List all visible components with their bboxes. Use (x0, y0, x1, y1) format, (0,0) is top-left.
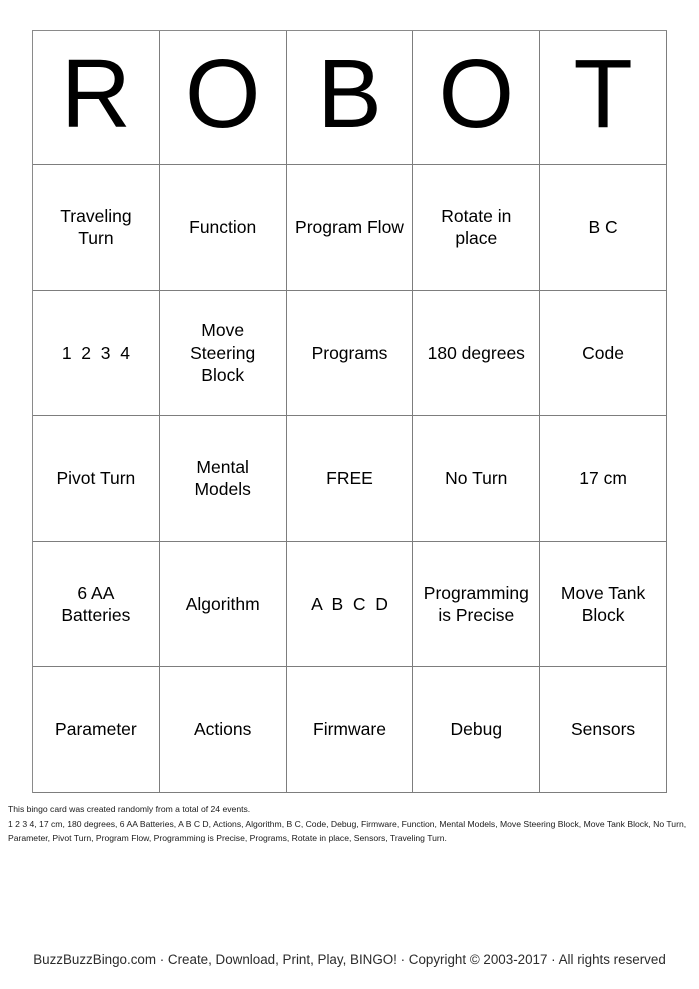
bingo-header-letter-2: O (160, 31, 287, 165)
bingo-cell-r1c3[interactable]: Program Flow (287, 165, 414, 291)
bingo-row-4 (33, 542, 667, 668)
bingo-cell-r2c5[interactable]: Code (540, 291, 667, 417)
bingo-cell-r5c1[interactable]: Parameter (33, 667, 160, 793)
bingo-row-5 (33, 667, 667, 793)
bingo-cell-r2c2[interactable]: Move Steering Block (160, 291, 287, 417)
page-footer (0, 952, 699, 967)
card-note (8, 803, 692, 846)
bingo-cell-r4c5[interactable]: Move Tank Block (540, 542, 667, 668)
bingo-cell-r1c2[interactable]: Function (160, 165, 287, 291)
bingo-cell-r1c5[interactable]: B C (540, 165, 667, 291)
bingo-cell-r4c1[interactable]: 6 AA Batteries (33, 542, 160, 668)
bingo-cell-r3c4[interactable]: No Turn (413, 416, 540, 542)
bingo-cell-r3c1[interactable]: Pivot Turn (33, 416, 160, 542)
bingo-header-letter-1: R (33, 31, 160, 165)
bingo-cell-r3c2[interactable]: Mental Models (160, 416, 287, 542)
bingo-card (32, 30, 667, 793)
bingo-cell-r4c4[interactable]: Programming is Precise (413, 542, 540, 668)
bingo-cell-r1c1[interactable]: Traveling Turn (33, 165, 160, 291)
bingo-cell-r4c2[interactable]: Algorithm (160, 542, 287, 668)
bingo-cell-r5c4[interactable]: Debug (413, 667, 540, 793)
bingo-cell-r5c5[interactable]: Sensors (540, 667, 667, 793)
bingo-row-1 (33, 165, 667, 291)
bingo-cell-r2c1[interactable]: 1 2 3 4 (33, 291, 160, 417)
bingo-row-2 (33, 291, 667, 417)
bingo-cell-r5c3[interactable]: Firmware (287, 667, 414, 793)
bingo-header-letter-5: T (540, 31, 667, 165)
bingo-header-letter-4: O (413, 31, 540, 165)
bingo-row-3 (33, 416, 667, 542)
bingo-cell-r4c3[interactable]: A B C D (287, 542, 414, 668)
bingo-header-row (33, 31, 667, 165)
bingo-cell-r3c5[interactable]: 17 cm (540, 416, 667, 542)
bingo-cell-r2c4[interactable]: 180 degrees (413, 291, 540, 417)
card-note-summary: This bingo card was created randomly from a total of 24 events. (8, 804, 251, 814)
bingo-cell-r2c3[interactable]: Programs (287, 291, 414, 417)
page-footer-text: BuzzBuzzBingo.com · Create, Download, Print, Play, BINGO! · Copyright © 2003-2017 · All rights reserved (33, 952, 666, 967)
card-note-event-list: 1 2 3 4, 17 cm, 180 degrees, 6 AA Batteries, A B C D, Actions, Algorithm, B C, Code, Debug, Firmware, Function, Mental Models, Move Steering Block, Move Tank Block, No Turn, Parameter, Pivot Turn, Program Flow, Programming is Precise, Programs, Rotate in place, Sensors, Traveling Turn. (8, 818, 687, 843)
bingo-cell-r5c2[interactable]: Actions (160, 667, 287, 793)
bingo-cell-r1c4[interactable]: Rotate in place (413, 165, 540, 291)
bingo-header-letter-3: B (287, 31, 414, 165)
bingo-cell-free-space[interactable]: FREE (287, 416, 414, 542)
